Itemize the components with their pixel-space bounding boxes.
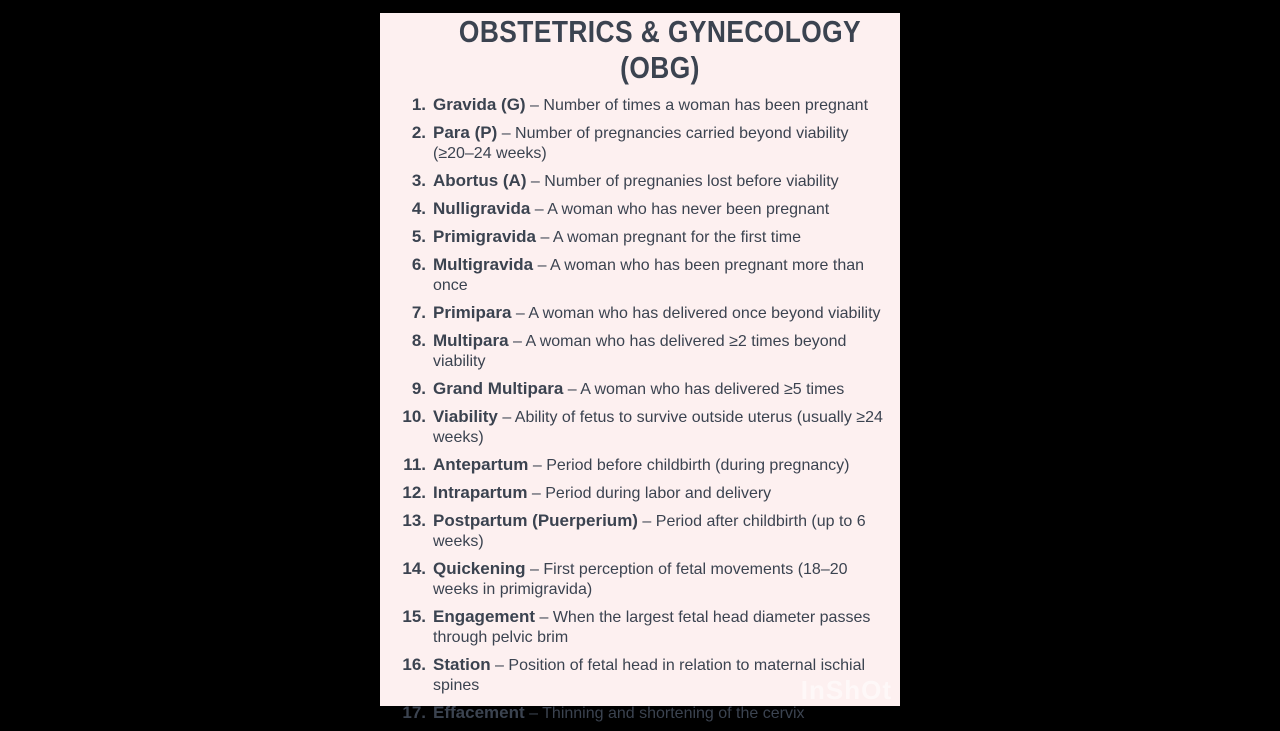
item-term: Primigravida	[433, 227, 536, 246]
list-item	[380, 303, 900, 324]
item-description: – Number of pregnanies lost before viability	[526, 173, 839, 190]
document-page	[380, 13, 900, 722]
item-number: 11.	[403, 455, 426, 474]
watermark-logo: InShOt	[800, 675, 892, 705]
item-number: 16.	[402, 655, 426, 674]
item-body	[433, 171, 885, 192]
item-term: Multigravida	[433, 255, 534, 274]
item-term: Abortus (A)	[433, 171, 527, 190]
item-description: – Ability of fetus to survive outside uterus (usually ≥24 weeks)	[433, 409, 883, 446]
item-body	[433, 331, 885, 372]
list-item	[380, 407, 900, 448]
item-body	[433, 407, 885, 448]
item-description: – A woman who has delivered once beyond viability	[511, 305, 881, 322]
item-description: – Number of pregnancies carried beyond viability (≥20–24 weeks)	[433, 125, 849, 162]
item-number: 14.	[402, 559, 426, 578]
item-description: – Period before childbirth (during pregnancy)	[528, 457, 850, 474]
item-number: 4.	[411, 199, 426, 218]
item-term: Viability	[433, 407, 498, 426]
item-body	[433, 199, 885, 220]
list-item	[380, 123, 900, 164]
list-item	[380, 703, 900, 724]
item-term: Multipara	[433, 331, 509, 350]
item-body	[433, 511, 885, 552]
list-item	[380, 255, 900, 296]
item-number: 2.	[411, 123, 426, 142]
item-number: 3.	[411, 171, 426, 190]
page-subtitle: (OBG)	[620, 50, 700, 85]
item-term: Grand Multipara	[433, 379, 564, 398]
item-number: 15.	[402, 607, 426, 626]
item-term: Para (P)	[433, 123, 498, 142]
item-term: Engagement	[433, 607, 536, 626]
item-body	[433, 255, 885, 296]
list-item	[380, 171, 900, 192]
item-description: – A woman who has never been pregnant	[530, 201, 830, 218]
item-number: 6.	[411, 255, 426, 274]
item-description: – A woman who has been pregnant more than once	[433, 257, 865, 294]
terms-list	[380, 95, 900, 731]
list-item	[380, 95, 900, 116]
item-body	[433, 227, 885, 248]
item-description: – Position of fetal head in relation to maternal ischial spines	[433, 657, 866, 694]
item-number: 5.	[411, 227, 426, 246]
item-description: – When the largest fetal head diameter passes through pelvic brim	[433, 609, 871, 646]
item-body	[433, 703, 885, 724]
item-number: 7.	[411, 303, 426, 322]
list-item	[380, 331, 900, 372]
item-body	[433, 379, 885, 400]
item-term: Postpartum (Puerperium)	[433, 511, 638, 530]
item-term: Quickening	[433, 559, 526, 578]
item-description: – Number of times a woman has been pregnant	[525, 97, 869, 114]
item-term: Primipara	[433, 303, 512, 322]
item-description: – Period after childbirth (up to 6 weeks)	[433, 513, 866, 550]
item-number: 8.	[411, 331, 426, 350]
item-body	[433, 607, 885, 648]
list-item	[380, 483, 900, 504]
item-number: 13.	[402, 511, 426, 530]
item-body	[433, 559, 885, 600]
item-number: 12.	[402, 483, 426, 502]
item-body	[433, 95, 885, 116]
item-term: Effacement	[433, 703, 525, 722]
page-title: OBSTETRICS & GYNECOLOGY	[458, 14, 862, 49]
item-number: 17.	[402, 703, 426, 722]
list-item	[380, 511, 900, 552]
item-description: – Period during labor and delivery	[527, 485, 772, 502]
item-description: – First perception of fetal movements (18–20 weeks in primigravida)	[433, 561, 848, 598]
list-item	[380, 607, 900, 648]
item-term: Nulligravida	[433, 199, 531, 218]
item-term: Gravida (G)	[433, 95, 526, 114]
item-description: – A woman who has delivered ≥2 times beyond viability	[433, 333, 847, 370]
item-term: Station	[433, 655, 491, 674]
item-description: – Thinning and shortening of the cervix	[524, 705, 805, 722]
item-body	[433, 455, 885, 476]
item-body	[433, 303, 885, 324]
list-item	[380, 455, 900, 476]
item-body	[433, 483, 885, 504]
list-item	[380, 379, 900, 400]
item-description: – A woman who has delivered ≥5 times	[563, 381, 845, 398]
list-item	[380, 227, 900, 248]
list-item	[380, 199, 900, 220]
item-term: Antepartum	[433, 455, 529, 474]
item-number: 10.	[402, 407, 426, 426]
item-description: – A woman pregnant for the first time	[536, 229, 802, 246]
item-term: Intrapartum	[433, 483, 528, 502]
item-number: 9.	[411, 379, 426, 398]
list-item	[380, 559, 900, 600]
item-body	[433, 123, 885, 164]
item-number: 1.	[411, 95, 426, 114]
